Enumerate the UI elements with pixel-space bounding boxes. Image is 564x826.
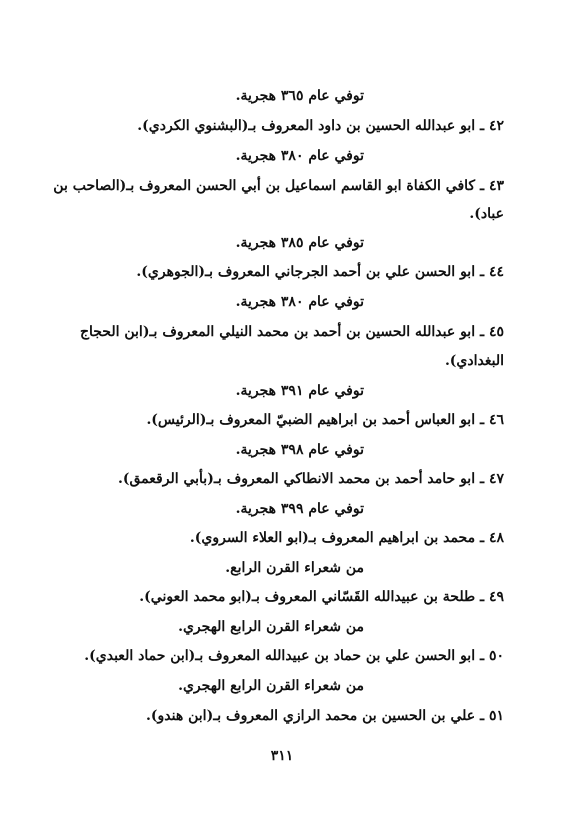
death-year-line: توفي عام ٣٦٥ هجرية. (235, 88, 364, 104)
death-year-line: توفي عام ٣٩٨ هجرية. (235, 442, 364, 458)
century-note-line: من شعراء القرن الرابع الهجري. (178, 678, 364, 694)
death-year-line: توفي عام ٣٨٥ هجرية. (235, 235, 364, 251)
entry-44: ٤٤ ـ ابو الحسن علي بن أحمد الجرجاني المعروف بـ(الجوهري). (136, 264, 504, 280)
entry-49: ٤٩ ـ طلحة بن عبيدالله القَسّاني المعروف بـ(ابو محمد العوني). (139, 589, 504, 605)
entry-43: ٤٣ ـ كافي الكفاة ابو القاسم اسماعيل بن أبي الحسن المعروف بـ(الصاحب بن (53, 178, 504, 194)
entry-42: ٤٢ ـ ابو عبدالله الحسين بن داود المعروف بـ(البشنوي الكردي). (137, 118, 504, 134)
death-year-line: توفي عام ٣٨٠ هجرية. (235, 148, 364, 164)
entry-50: ٥٠ ـ ابو الحسن علي بن حماد بن عبيدالله المعروف بـ(ابن حماد العبدي). (84, 648, 504, 664)
death-year-line: توفي عام ٣٨٠ هجرية. (235, 294, 364, 310)
entry-48: ٤٨ ـ محمد بن ابراهيم المعروف بـ(ابو العلاء السروي). (189, 530, 504, 546)
entry-43-continuation: عباد). (469, 206, 504, 222)
entry-45-continuation: البغدادي). (444, 353, 504, 369)
entry-46: ٤٦ ـ ابو العباس أحمد بن ابراهيم الضبيّ المعروف بـ(الرئيس). (146, 412, 504, 428)
death-year-line: توفي عام ٣٩١ هجرية. (235, 383, 364, 399)
century-note-line: من شعراء القرن الرابع. (225, 560, 364, 576)
page-number: ٣١١ (270, 748, 294, 764)
entry-51: ٥١ ـ علي بن الحسين بن محمد الرازي المعروف بـ(ابن هندو). (146, 708, 504, 724)
century-note-line: من شعراء القرن الرابع الهجري. (178, 619, 364, 635)
entry-47: ٤٧ ـ ابو حامد أحمد بن محمد الانطاكي المعروف بـ(بأبي الرقعمق). (118, 471, 504, 487)
death-year-line: توفي عام ٣٩٩ هجرية. (235, 501, 364, 517)
entry-45: ٤٥ ـ ابو عبدالله الحسين بن أحمد بن محمد النيلي المعروف بـ(ابن الحجاج (79, 324, 504, 340)
